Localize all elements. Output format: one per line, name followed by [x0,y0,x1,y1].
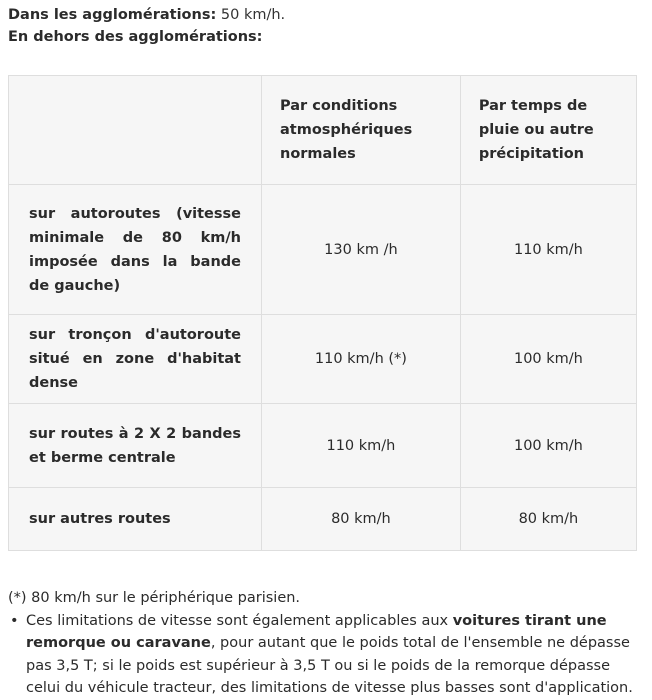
notes-section [8,587,644,700]
intro [8,4,648,48]
urban-limit-line [8,4,648,26]
rain-speed-value: 110 km/h [460,185,636,315]
trailer-note-item [8,610,644,700]
header-rain-conditions: Par temps de pluie ou autre précipitation [460,76,636,185]
normal-speed-value: 130 km /h [262,185,461,315]
rain-speed-value: 80 km/h [460,488,636,551]
row-label: sur autres routes [9,488,262,551]
urban-label: Dans les agglomérations: [8,7,217,23]
trailer-note-emphasis: voitures tirant une remorque ou caravane [26,612,607,651]
table-row [9,488,637,551]
normal-speed-value: 80 km/h [262,488,461,551]
rain-speed-value: 100 km/h [460,404,636,488]
bullet-icon: • [10,612,19,629]
trailer-note-part1: Ces limitations de vitesse sont également applicables aux [26,612,453,629]
trailer-note-part2: , pour autant que le poids total de l'ensemble ne dépasse pas 3,5 T; si le poids est supérieur à 3,5 T ou si le poids de la remorque dépasse celui du véhicule tracteur, des limitations de vitesse plus basses sont d'application. [26,635,633,696]
row-label: sur routes à 2 X 2 bandes et berme centrale [9,404,262,488]
normal-speed-value: 110 km/h [262,404,461,488]
row-label: sur autoroutes (vitesse minimale de 80 km/h imposée dans la bande de gauche) [9,185,262,315]
trailer-note-text [26,610,644,700]
urban-value: 50 km/h. [220,7,286,23]
table-header-row [9,76,637,185]
table-row [9,315,637,404]
footnote: (*) 80 km/h sur le périphérique parisien. [8,590,301,606]
rain-speed-value: 100 km/h [460,315,636,404]
row-label: sur tronçon d'autoroute situé en zone d'habitat dense [9,315,262,404]
rural-limit-line [8,26,648,48]
normal-speed-value: 110 km/h (*) [262,315,461,404]
header-normal-conditions: Par conditions atmosphériques normales [262,76,461,185]
header-empty-cell [9,76,262,185]
table-row [9,404,637,488]
rural-label: En dehors des agglomérations: [8,29,263,45]
speed-limits-table [8,75,637,551]
table-row [9,185,637,315]
